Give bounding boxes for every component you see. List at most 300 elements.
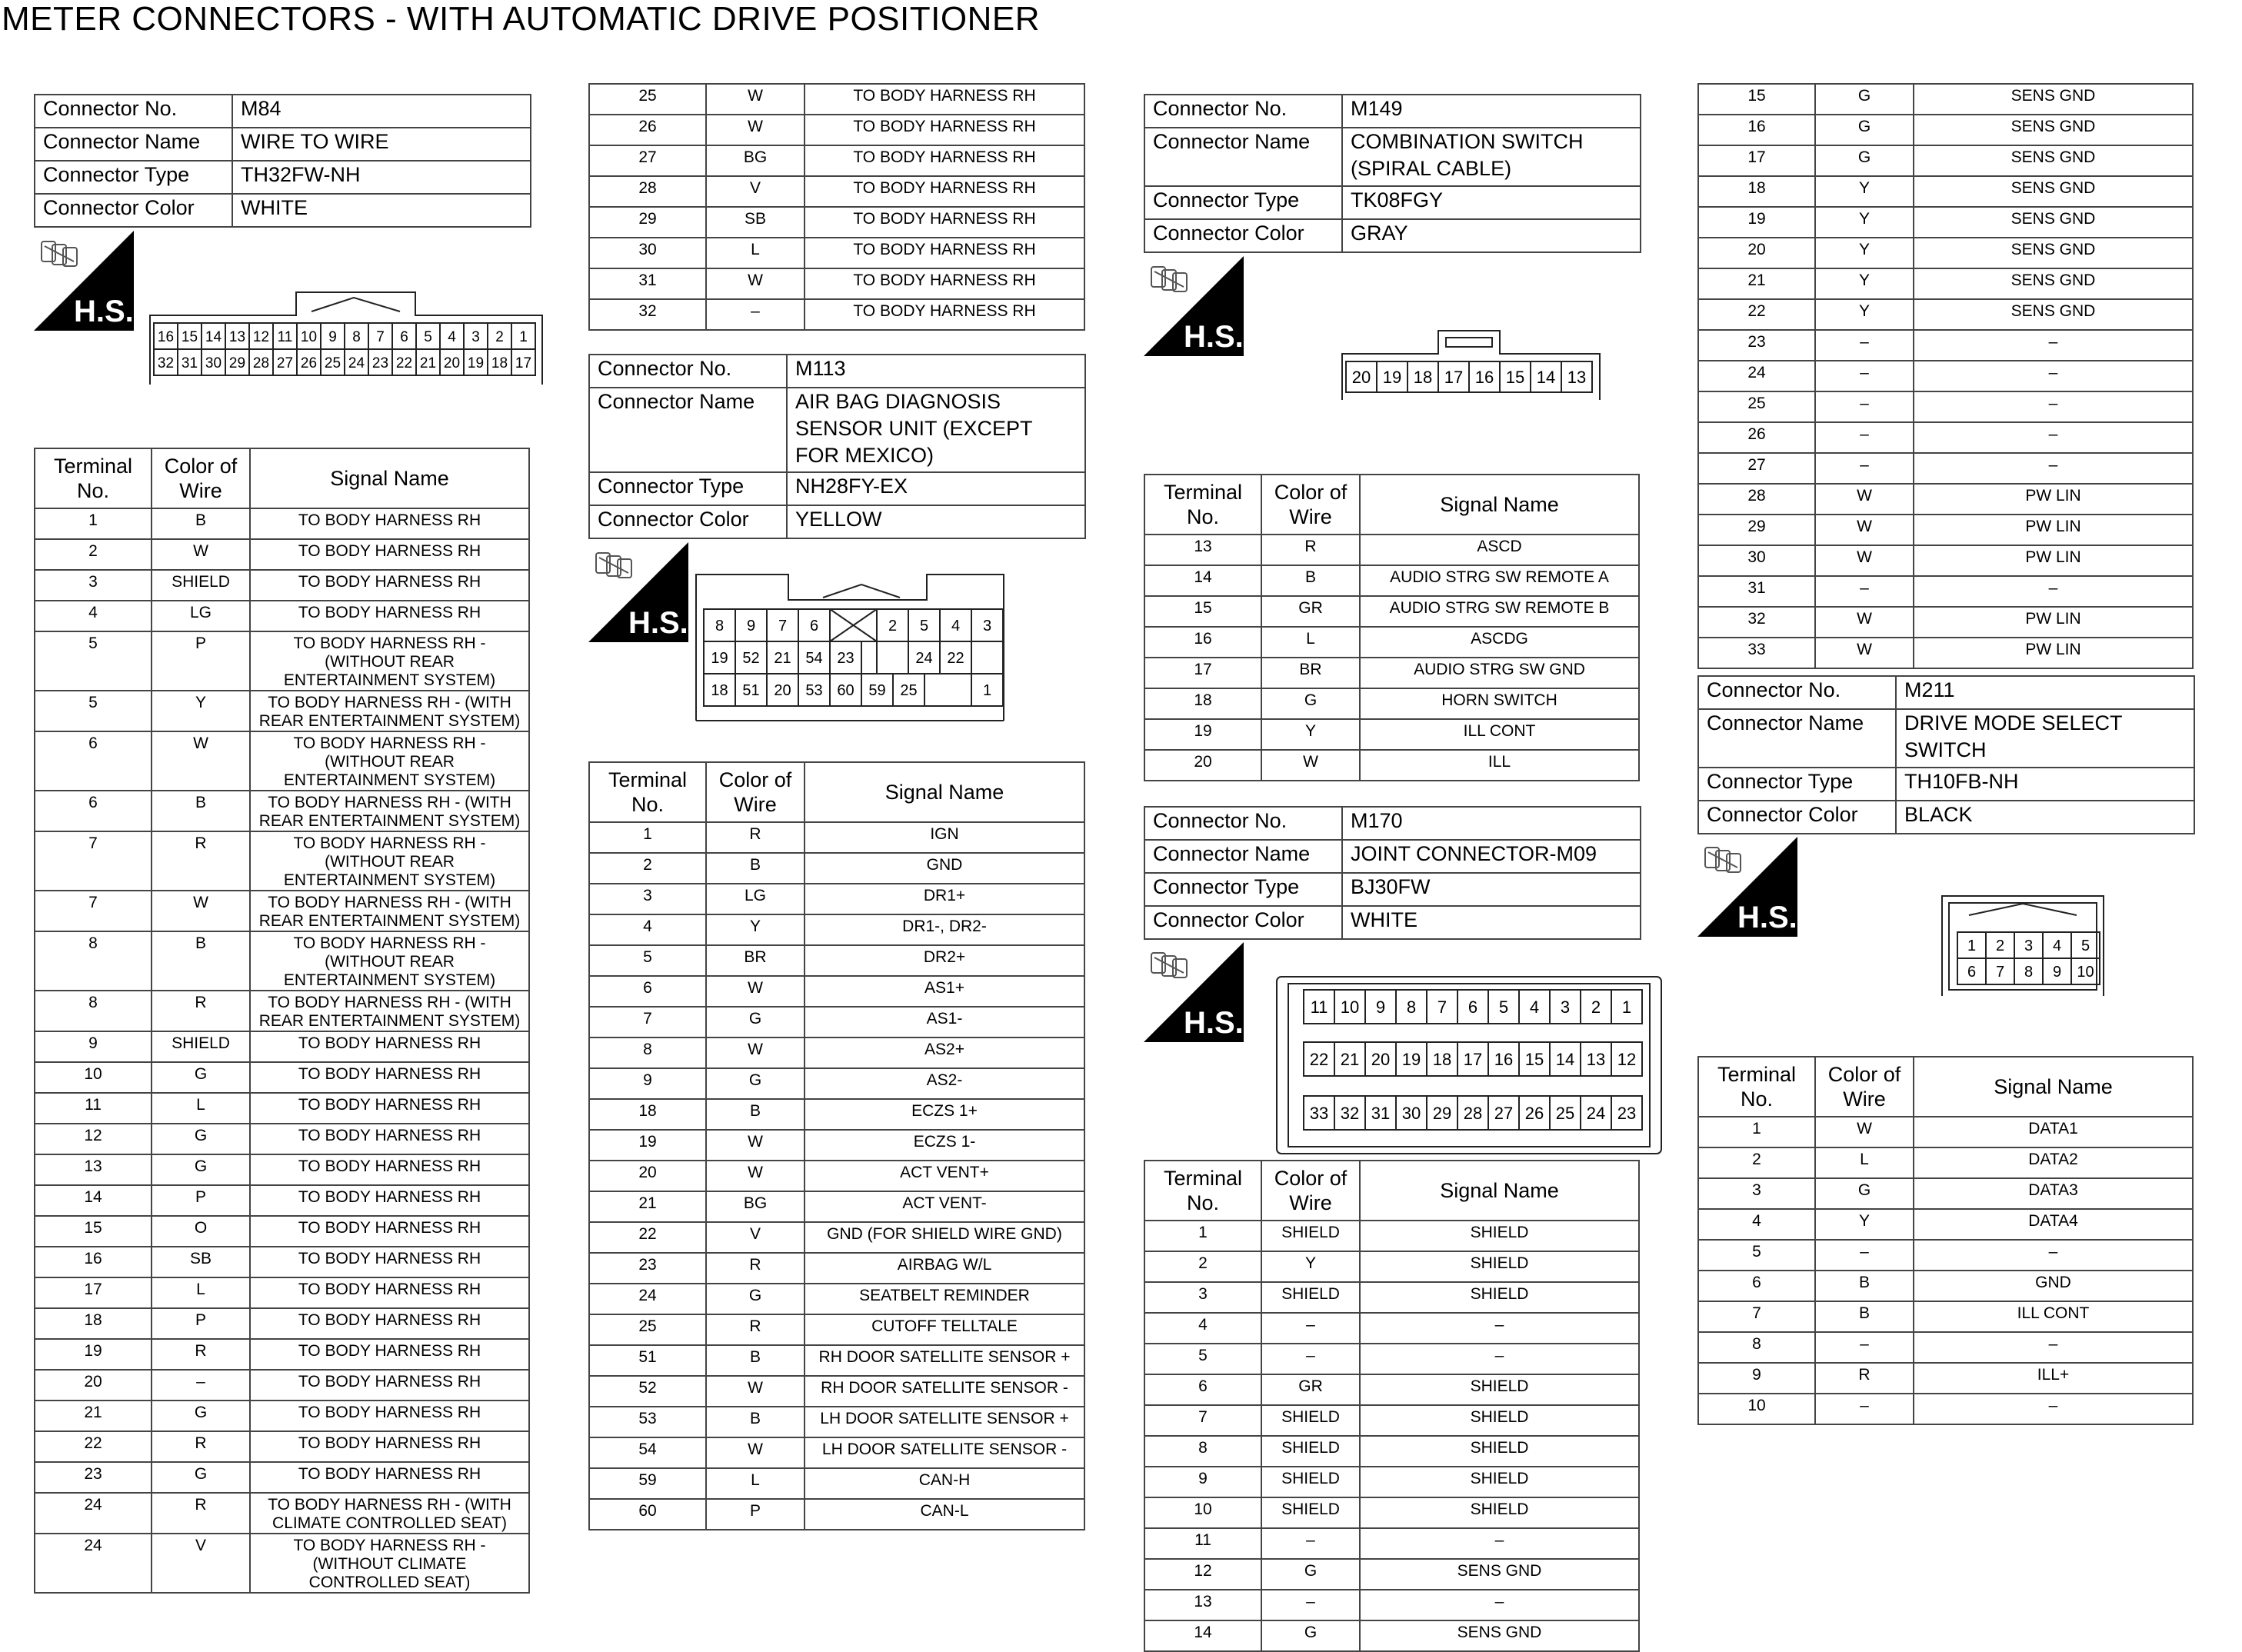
signal-name-cell: LH DOOR SATELLITE SENSOR + xyxy=(805,1407,1084,1437)
pin-label: 26 xyxy=(300,355,318,371)
table-row xyxy=(1698,1209,2193,1240)
signal-name-cell: SENS GND xyxy=(1360,1620,1639,1651)
table-row xyxy=(35,1493,529,1534)
terminal-no-cell: 22 xyxy=(35,1431,152,1462)
wire-color-cell: Y xyxy=(1815,238,1914,268)
svg-text:H.S.: H.S. xyxy=(1184,320,1244,354)
signal-name-cell: TO BODY HARNESS RH xyxy=(250,1185,529,1216)
pin-label: 9 xyxy=(2052,964,2062,981)
pin-label: 27 xyxy=(1494,1103,1514,1123)
signal-name-cell: SHIELD xyxy=(1360,1282,1639,1313)
wire-color-cell: BG xyxy=(706,1191,805,1222)
signal-name-cell: – xyxy=(1914,453,2193,484)
terminal-no-cell: 12 xyxy=(1144,1559,1261,1590)
table-row xyxy=(35,1185,529,1216)
terminal-no-cell: 7 xyxy=(1698,1301,1815,1332)
terminal-no-header: Terminal No. xyxy=(589,762,706,822)
m149-info-table xyxy=(1144,94,1641,253)
pin-label: 4 xyxy=(1529,997,1540,1017)
terminal-no-cell: 16 xyxy=(35,1247,152,1277)
pin-label: 5 xyxy=(2080,938,2090,955)
wire-color-cell: G xyxy=(152,1154,250,1185)
signal-name-cell: – xyxy=(1914,576,2193,607)
signal-name-cell: SENS GND xyxy=(1914,84,2193,115)
table-row xyxy=(1144,1221,1639,1251)
wire-color-cell: W xyxy=(1815,1117,1914,1147)
pin-label: 3 xyxy=(2024,938,2034,955)
terminal-no-cell: 29 xyxy=(1698,515,1815,545)
signal-name-cell: ECZS 1- xyxy=(805,1130,1084,1161)
pin-label: 14 xyxy=(205,328,222,345)
pin-label: 20 xyxy=(443,355,461,371)
pin-label: 7 xyxy=(1995,964,2005,981)
wire-color-cell: – xyxy=(1815,422,1914,453)
label-connector-name: Connector Name xyxy=(35,128,232,161)
terminal-no-cell: 51 xyxy=(589,1345,706,1376)
table-row xyxy=(1698,515,2193,545)
wire-color-cell: L xyxy=(1815,1147,1914,1178)
table-row xyxy=(589,1222,1084,1253)
wire-color-cell: W xyxy=(706,1161,805,1191)
wire-color-cell: W xyxy=(706,115,805,145)
terminal-no-cell: 32 xyxy=(589,299,706,330)
signal-name-cell: TO BODY HARNESS RH - (WITHOUT REAR ENTERTAINMENT SYSTEM) xyxy=(250,631,529,691)
pin-label: 8 xyxy=(2024,964,2034,981)
signal-name-cell: – xyxy=(1360,1344,1639,1374)
signal-name-cell: TO BODY HARNESS RH - (WITHOUT CLIMATE CONTROLLED SEAT) xyxy=(250,1534,529,1593)
signal-name-cell: SHIELD xyxy=(1360,1467,1639,1497)
signal-name-cell: – xyxy=(1360,1528,1639,1559)
terminal-no-cell: 2 xyxy=(589,853,706,884)
signal-name-cell: TO BODY HARNESS RH xyxy=(250,1093,529,1124)
signal-name-cell: TO BODY HARNESS RH - (WITH REAR ENTERTAINMENT SYSTEM) xyxy=(250,691,529,731)
wire-color-cell: W xyxy=(1815,545,1914,576)
pin-label: 23 xyxy=(837,650,854,667)
wire-color-cell: Y xyxy=(706,914,805,945)
terminal-no-cell: 7 xyxy=(589,1007,706,1037)
signal-name-cell: PW LIN xyxy=(1914,545,2193,576)
terminal-no-cell: 2 xyxy=(1698,1147,1815,1178)
pin-label: 32 xyxy=(1340,1103,1360,1123)
signal-name-cell: CAN-L xyxy=(805,1499,1084,1530)
signal-name-cell: – xyxy=(1914,391,2193,422)
m113-connector-name: AIR BAG DIAGNOSIS SENSOR UNIT (EXCEPT FOR MEXICO) xyxy=(787,388,1085,472)
wire-color-cell: W xyxy=(1815,484,1914,515)
pin-label: 29 xyxy=(1432,1103,1452,1123)
wire-color-cell: Y xyxy=(1815,299,1914,330)
signal-name-cell: TO BODY HARNESS RH xyxy=(805,84,1084,115)
terminal-no-cell: 8 xyxy=(35,931,152,991)
table-row xyxy=(1144,1528,1639,1559)
pin-label: 5 xyxy=(1498,997,1509,1017)
table-row xyxy=(589,1130,1084,1161)
pin-label: 9 xyxy=(328,328,337,345)
m84-connector-type: TH32FW-NH xyxy=(232,161,531,194)
pin-label: 25 xyxy=(324,355,341,371)
color-of-wire-header: Color of Wire xyxy=(1261,475,1360,535)
signal-name-cell: – xyxy=(1360,1313,1639,1344)
wire-color-cell: SHIELD xyxy=(1261,1497,1360,1528)
signal-name-cell: DR1-, DR2- xyxy=(805,914,1084,945)
signal-name-cell: AS1- xyxy=(805,1007,1084,1037)
label-connector-color: Connector Color xyxy=(1698,801,1896,834)
wire-color-cell: G xyxy=(152,1462,250,1493)
terminal-no-cell: 28 xyxy=(1698,484,1815,515)
terminal-no-cell: 3 xyxy=(589,884,706,914)
pin-label: 2 xyxy=(888,618,898,634)
signal-name-cell: LH DOOR SATELLITE SENSOR - xyxy=(805,1437,1084,1468)
table-row xyxy=(1144,719,1639,750)
terminal-no-cell: 3 xyxy=(35,570,152,601)
wire-color-cell: LG xyxy=(152,601,250,631)
terminal-no-cell: 29 xyxy=(589,207,706,238)
table-row xyxy=(1144,658,1639,688)
terminal-no-cell: 11 xyxy=(1144,1528,1261,1559)
terminal-no-cell: 10 xyxy=(1698,1394,1815,1424)
wire-color-cell: W xyxy=(152,891,250,931)
table-row xyxy=(1144,1620,1639,1651)
color-of-wire-header: Color of Wire xyxy=(152,448,250,508)
signal-name-cell: GND (FOR SHIELD WIRE GND) xyxy=(805,1222,1084,1253)
wire-color-cell: SHIELD xyxy=(1261,1467,1360,1497)
wire-color-cell: G xyxy=(706,1007,805,1037)
terminal-no-cell: 3 xyxy=(1144,1282,1261,1313)
wire-color-cell: B xyxy=(1815,1271,1914,1301)
signal-name-cell: AS2- xyxy=(805,1068,1084,1099)
wire-color-cell: SHIELD xyxy=(1261,1282,1360,1313)
pin-label: 17 xyxy=(1463,1049,1483,1069)
pin-label: 19 xyxy=(467,355,485,371)
table-row xyxy=(35,631,529,691)
pin-label: 1 xyxy=(1967,938,1977,955)
terminal-no-cell: 1 xyxy=(35,508,152,539)
terminal-no-cell: 13 xyxy=(1144,535,1261,565)
pin-label: 16 xyxy=(1474,367,1494,387)
wire-color-cell: G xyxy=(152,1124,250,1154)
svg-text:H.S.: H.S. xyxy=(628,606,688,640)
pin-label: 18 xyxy=(491,355,508,371)
label-connector-no: Connector No. xyxy=(35,95,232,128)
wire-color-cell: – xyxy=(1815,391,1914,422)
table-row xyxy=(589,1037,1084,1068)
terminal-no-cell: 5 xyxy=(589,945,706,976)
table-row xyxy=(35,1401,529,1431)
signal-name-cell: SENS GND xyxy=(1914,299,2193,330)
m149-connector-type: TK08FGY xyxy=(1342,186,1641,219)
table-row xyxy=(1144,596,1639,627)
wire-color-cell: Y xyxy=(1815,1209,1914,1240)
table-row xyxy=(1698,84,2193,115)
pin-label: 7 xyxy=(778,618,788,634)
pin-label: 12 xyxy=(1617,1049,1637,1069)
terminal-no-cell: 7 xyxy=(35,831,152,891)
signal-name-cell: AUDIO STRG SW REMOTE B xyxy=(1360,596,1639,627)
signal-name-cell: DR2+ xyxy=(805,945,1084,976)
terminal-no-cell: 3 xyxy=(1698,1178,1815,1209)
pin-label: 19 xyxy=(711,650,728,667)
pin-label: 2 xyxy=(1591,997,1601,1017)
terminal-no-cell: 31 xyxy=(1698,576,1815,607)
wire-color-cell: – xyxy=(1815,453,1914,484)
terminal-no-cell: 18 xyxy=(1144,688,1261,719)
pin-label: 6 xyxy=(1967,964,1977,981)
wire-color-cell: W xyxy=(706,84,805,115)
terminal-no-cell: 20 xyxy=(1698,238,1815,268)
wire-color-cell: B xyxy=(706,1099,805,1130)
wire-color-cell: G xyxy=(1815,84,1914,115)
pin-label: 17 xyxy=(515,355,532,371)
m170-signal-table xyxy=(1144,1160,1640,1652)
pin-label: 14 xyxy=(1536,367,1556,387)
terminal-no-cell: 17 xyxy=(1144,658,1261,688)
terminal-no-cell: 20 xyxy=(35,1370,152,1401)
table-row xyxy=(589,884,1084,914)
terminal-no-cell: 27 xyxy=(1698,453,1815,484)
terminal-no-cell: 8 xyxy=(35,991,152,1031)
table-row xyxy=(35,1154,529,1185)
terminal-no-cell: 6 xyxy=(589,976,706,1007)
wire-color-cell: W xyxy=(152,731,250,791)
m84-signal-table-continued xyxy=(588,83,1085,331)
terminal-no-cell: 10 xyxy=(35,1062,152,1093)
signal-name-cell: DATA2 xyxy=(1914,1147,2193,1178)
pin-label: 12 xyxy=(252,328,270,345)
table-row xyxy=(589,976,1084,1007)
signal-name-cell: – xyxy=(1360,1590,1639,1620)
wire-color-cell: W xyxy=(706,1376,805,1407)
table-row xyxy=(35,1462,529,1493)
pin-label: 15 xyxy=(181,328,198,345)
label-connector-name: Connector Name xyxy=(1144,840,1342,873)
signal-name-cell: SHIELD xyxy=(1360,1497,1639,1528)
table-row xyxy=(589,1345,1084,1376)
table-row xyxy=(1144,1497,1639,1528)
signal-name-cell: – xyxy=(1914,1332,2193,1363)
table-row xyxy=(1698,484,2193,515)
table-row xyxy=(1144,627,1639,658)
signal-name-cell: ASCD xyxy=(1360,535,1639,565)
signal-name-cell: TO BODY HARNESS RH - (WITHOUT REAR ENTERTAINMENT SYSTEM) xyxy=(250,731,529,791)
table-row xyxy=(1698,1394,2193,1424)
pin-label: 11 xyxy=(1310,997,1328,1017)
m149-connector-name: COMBINATION SWITCH (SPIRAL CABLE) xyxy=(1342,128,1641,186)
table-row xyxy=(1698,638,2193,668)
wire-color-cell: W xyxy=(706,1437,805,1468)
table-row xyxy=(1698,145,2193,176)
terminal-no-cell: 26 xyxy=(589,115,706,145)
wire-color-cell: SB xyxy=(152,1247,250,1277)
table-row xyxy=(589,1191,1084,1222)
pin-label: 15 xyxy=(1505,367,1525,387)
wire-color-cell: GR xyxy=(1261,1374,1360,1405)
m84-connector-no: M84 xyxy=(232,95,531,128)
pin-label: 26 xyxy=(1524,1103,1544,1123)
table-row xyxy=(589,1376,1084,1407)
table-row xyxy=(589,84,1084,115)
pin-label: 25 xyxy=(900,682,918,699)
table-row xyxy=(1698,268,2193,299)
pin-label: 51 xyxy=(742,682,760,699)
table-row xyxy=(1144,1590,1639,1620)
pin-label: 18 xyxy=(711,682,728,699)
wire-color-cell: B xyxy=(706,1345,805,1376)
wire-color-cell: SHIELD xyxy=(1261,1221,1360,1251)
table-row xyxy=(589,299,1084,330)
pin-label: 24 xyxy=(348,355,365,371)
table-row xyxy=(1698,607,2193,638)
wire-color-cell: W xyxy=(706,1130,805,1161)
terminal-no-cell: 10 xyxy=(1144,1497,1261,1528)
terminal-no-cell: 20 xyxy=(589,1161,706,1191)
m211-connector-face xyxy=(1938,892,2107,1004)
table-row xyxy=(1144,1374,1639,1405)
pin-label: 6 xyxy=(809,618,819,634)
signal-name-cell: RH DOOR SATELLITE SENSOR - xyxy=(805,1376,1084,1407)
wire-color-cell: W xyxy=(1815,607,1914,638)
terminal-no-cell: 19 xyxy=(35,1339,152,1370)
terminal-no-cell: 9 xyxy=(1698,1363,1815,1394)
m211-connector-name: DRIVE MODE SELECT SWITCH xyxy=(1896,709,2194,768)
pin-label: 8 xyxy=(715,618,725,634)
signal-name-cell: TO BODY HARNESS RH xyxy=(250,1216,529,1247)
table-row xyxy=(1698,1147,2193,1178)
table-row xyxy=(589,1007,1084,1037)
m211-connector-color: BLACK xyxy=(1896,801,2194,834)
signal-name-cell: CAN-H xyxy=(805,1468,1084,1499)
wire-color-cell: W xyxy=(706,976,805,1007)
wire-color-cell: W xyxy=(706,1037,805,1068)
terminal-no-cell: 17 xyxy=(1698,145,1815,176)
pin-label: 18 xyxy=(1432,1049,1452,1069)
signal-name-cell: ILL xyxy=(1360,750,1639,781)
signal-name-cell: TO BODY HARNESS RH xyxy=(250,539,529,570)
terminal-no-cell: 25 xyxy=(589,84,706,115)
wire-color-cell: G xyxy=(706,1068,805,1099)
wire-color-cell: L xyxy=(706,1468,805,1499)
label-connector-name: Connector Name xyxy=(589,388,787,472)
wire-color-cell: Y xyxy=(1815,268,1914,299)
pin-label: 20 xyxy=(774,682,791,699)
table-row xyxy=(35,1277,529,1308)
pin-label: 60 xyxy=(837,682,854,699)
terminal-no-cell: 5 xyxy=(1144,1344,1261,1374)
pin-label: 16 xyxy=(157,328,175,345)
terminal-no-cell: 19 xyxy=(589,1130,706,1161)
m211-connector-no: M211 xyxy=(1896,676,2194,709)
wire-color-cell: R xyxy=(152,1339,250,1370)
table-row xyxy=(35,691,529,731)
terminal-no-cell: 12 xyxy=(35,1124,152,1154)
table-row xyxy=(1698,238,2193,268)
terminal-no-cell: 17 xyxy=(35,1277,152,1308)
wire-color-cell: G xyxy=(1261,1620,1360,1651)
table-row xyxy=(1698,176,2193,207)
pin-label: 9 xyxy=(1375,997,1386,1017)
signal-name-cell: PW LIN xyxy=(1914,484,2193,515)
table-row xyxy=(1698,361,2193,391)
pin-label: 4 xyxy=(2052,938,2062,955)
label-connector-type: Connector Type xyxy=(1698,768,1896,801)
terminal-no-cell: 4 xyxy=(1144,1313,1261,1344)
table-row xyxy=(35,1031,529,1062)
pin-label: 17 xyxy=(1444,367,1464,387)
terminal-no-cell: 21 xyxy=(1698,268,1815,299)
pin-label: 19 xyxy=(1401,1049,1421,1069)
wire-color-cell: L xyxy=(1261,627,1360,658)
table-row xyxy=(1698,1240,2193,1271)
wire-color-cell: G xyxy=(706,1284,805,1314)
terminal-no-cell: 7 xyxy=(35,891,152,931)
table-row xyxy=(589,1161,1084,1191)
terminal-no-cell: 9 xyxy=(1144,1467,1261,1497)
table-row xyxy=(589,1099,1084,1130)
wire-color-cell: Y xyxy=(1815,207,1914,238)
terminal-no-cell: 6 xyxy=(1698,1271,1815,1301)
signal-name-cell: TO BODY HARNESS RH xyxy=(805,145,1084,176)
pin-label: 3 xyxy=(1560,997,1571,1017)
pin-label: 53 xyxy=(805,682,823,699)
pin-label: 59 xyxy=(868,682,886,699)
signal-name-cell: – xyxy=(1914,1394,2193,1424)
terminal-no-cell: 22 xyxy=(1698,299,1815,330)
wire-color-cell: SHIELD xyxy=(1261,1436,1360,1467)
wire-color-cell: R xyxy=(706,1253,805,1284)
wire-color-cell: G xyxy=(152,1401,250,1431)
pin-label: 2 xyxy=(1995,938,2005,955)
signal-name-cell: AUDIO STRG SW GND xyxy=(1360,658,1639,688)
terminal-no-cell: 32 xyxy=(1698,607,1815,638)
signal-name-cell: TO BODY HARNESS RH xyxy=(805,176,1084,207)
table-row xyxy=(1144,1559,1639,1590)
table-row xyxy=(35,508,529,539)
signal-name-cell: DR1+ xyxy=(805,884,1084,914)
terminal-no-cell: 5 xyxy=(35,631,152,691)
pin-label: 5 xyxy=(424,328,432,345)
pin-label: 25 xyxy=(1555,1103,1575,1123)
pin-label: 11 xyxy=(277,328,293,345)
table-row xyxy=(1698,1271,2193,1301)
wire-color-cell: G xyxy=(1815,145,1914,176)
color-of-wire-header: Color of Wire xyxy=(706,762,805,822)
signal-name-cell: DATA4 xyxy=(1914,1209,2193,1240)
signal-name-cell: SHIELD xyxy=(1360,1251,1639,1282)
signal-name-cell: TO BODY HARNESS RH xyxy=(805,268,1084,299)
label-connector-color: Connector Color xyxy=(1144,219,1342,252)
terminal-no-header: Terminal No. xyxy=(35,448,152,508)
wire-color-cell: R xyxy=(152,831,250,891)
pin-label: 18 xyxy=(1413,367,1433,387)
signal-name-cell: TO BODY HARNESS RH xyxy=(805,299,1084,330)
wire-color-cell: B xyxy=(152,791,250,831)
m170-connector-name: JOINT CONNECTOR-M09 xyxy=(1342,840,1641,873)
m84-connector-color: WHITE xyxy=(232,194,531,227)
table-row xyxy=(35,731,529,791)
signal-name-cell: SENS GND xyxy=(1914,145,2193,176)
terminal-no-cell: 19 xyxy=(1698,207,1815,238)
signal-name-cell: TO BODY HARNESS RH xyxy=(805,238,1084,268)
pin-label: 10 xyxy=(2077,964,2094,981)
wire-color-cell: L xyxy=(152,1277,250,1308)
table-row xyxy=(35,1093,529,1124)
terminal-no-cell: 59 xyxy=(589,1468,706,1499)
wire-color-cell: P xyxy=(706,1499,805,1530)
signal-name-cell: TO BODY HARNESS RH xyxy=(250,1247,529,1277)
pin-label: 7 xyxy=(1437,997,1447,1017)
pin-label: 24 xyxy=(1586,1103,1606,1123)
terminal-no-header: Terminal No. xyxy=(1144,1161,1261,1221)
color-of-wire-header: Color of Wire xyxy=(1815,1057,1914,1117)
signal-name-cell: SENS GND xyxy=(1914,115,2193,145)
